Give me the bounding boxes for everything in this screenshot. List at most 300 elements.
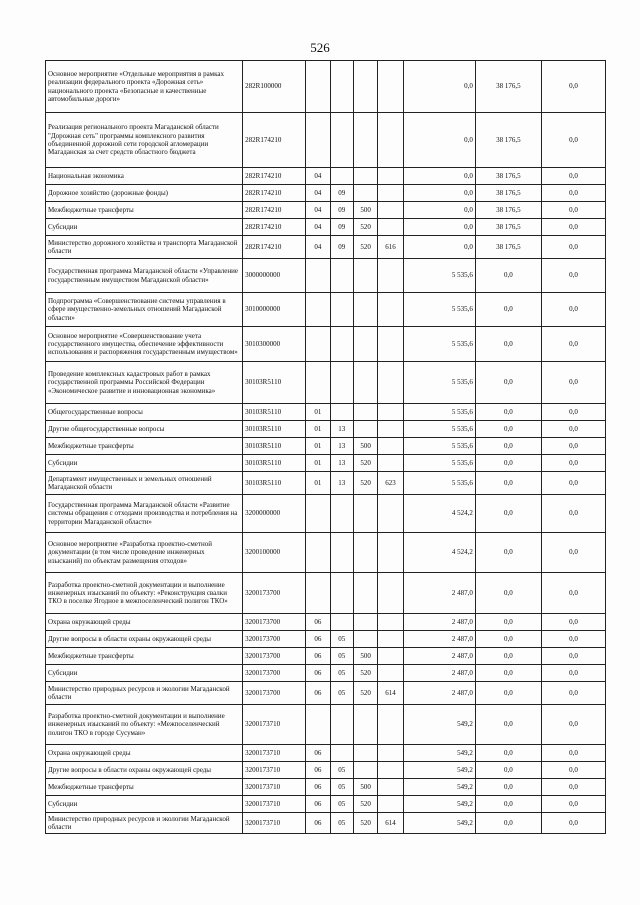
row-code-cell: 3200173700 <box>243 665 306 682</box>
table-row <box>46 421 606 438</box>
table-row <box>46 438 606 455</box>
row-name-cell: Охрана окружающей среды <box>46 614 243 631</box>
table-row <box>46 259 606 293</box>
row-value-3-cell: 0,0 <box>541 113 605 168</box>
row-code-cell: 282R174210 <box>243 236 306 259</box>
row-section-cell: 04 <box>306 202 330 219</box>
row-subsection-cell: 05 <box>330 779 353 796</box>
row-name-cell: Государственная программа Магаданской области «Управление государственным имуществом Магаданской области» <box>46 259 243 293</box>
row-code-cell: 282R174210 <box>243 168 306 185</box>
row-expense-type-cell <box>353 762 377 779</box>
row-value-3-cell: 0,0 <box>541 404 605 421</box>
row-subsection-cell <box>330 61 353 113</box>
row-value-2-cell: 0,0 <box>475 745 541 762</box>
row-subsection-cell <box>330 495 353 533</box>
row-administrator-cell <box>378 327 403 362</box>
row-name-cell: Основное мероприятие «Отдельные мероприятия в рамках реализации федерального проекта «Дорожная сеть» национального проекта «Безопасные и качественные автомобильные дороги» <box>46 61 243 113</box>
row-section-cell <box>306 362 330 404</box>
row-section-cell <box>306 327 330 362</box>
row-subsection-cell <box>330 293 353 327</box>
row-value-2-cell: 0,0 <box>475 472 541 495</box>
row-value-3-cell: 0,0 <box>541 813 605 834</box>
table-row <box>46 648 606 665</box>
row-subsection-cell <box>330 327 353 362</box>
table-row <box>46 705 606 745</box>
row-subsection-cell <box>330 745 353 762</box>
row-expense-type-cell <box>353 631 377 648</box>
row-value-2-cell: 38 176,5 <box>475 61 541 113</box>
row-code-cell: 30103R5110 <box>243 421 306 438</box>
row-value-3-cell: 0,0 <box>541 762 605 779</box>
row-value-1-cell: 0,0 <box>403 168 475 185</box>
row-section-cell <box>306 61 330 113</box>
row-value-3-cell: 0,0 <box>541 779 605 796</box>
row-administrator-cell <box>378 762 403 779</box>
row-value-3-cell: 0,0 <box>541 185 605 202</box>
row-value-2-cell: 0,0 <box>475 421 541 438</box>
row-expense-type-cell <box>353 614 377 631</box>
row-value-1-cell: 4 524,2 <box>403 495 475 533</box>
row-value-2-cell: 0,0 <box>475 495 541 533</box>
table-row <box>46 293 606 327</box>
row-subsection-cell <box>330 362 353 404</box>
row-administrator-cell <box>378 665 403 682</box>
row-value-1-cell: 5 535,6 <box>403 362 475 404</box>
row-value-2-cell: 0,0 <box>475 614 541 631</box>
row-administrator-cell <box>378 779 403 796</box>
row-subsection-cell <box>330 573 353 614</box>
budget-table-body <box>46 61 606 834</box>
row-code-cell: 3200173700 <box>243 682 306 705</box>
row-code-cell: 282R174210 <box>243 185 306 202</box>
row-expense-type-cell <box>353 113 377 168</box>
row-administrator-cell <box>378 796 403 813</box>
row-value-2-cell: 0,0 <box>475 796 541 813</box>
row-section-cell: 06 <box>306 682 330 705</box>
row-administrator-cell <box>378 61 403 113</box>
table-row <box>46 665 606 682</box>
row-code-cell: 3200173700 <box>243 648 306 665</box>
row-code-cell: 282R174210 <box>243 202 306 219</box>
row-name-cell: Межбюджетные трансферты <box>46 779 243 796</box>
table-row <box>46 236 606 259</box>
row-administrator-cell <box>378 455 403 472</box>
row-value-1-cell: 2 487,0 <box>403 573 475 614</box>
row-name-cell: Проведение комплексных кадастровых работ в рамках государственной программы Российской Федерации «Экономическое развитие и инновационная экономика» <box>46 362 243 404</box>
row-value-2-cell: 38 176,5 <box>475 113 541 168</box>
row-code-cell: 30103R5110 <box>243 404 306 421</box>
row-value-3-cell: 0,0 <box>541 293 605 327</box>
row-value-3-cell: 0,0 <box>541 682 605 705</box>
row-section-cell: 01 <box>306 404 330 421</box>
row-value-3-cell: 0,0 <box>541 219 605 236</box>
row-value-3-cell: 0,0 <box>541 168 605 185</box>
row-subsection-cell: 05 <box>330 813 353 834</box>
row-value-2-cell: 0,0 <box>475 327 541 362</box>
row-section-cell: 04 <box>306 236 330 259</box>
row-subsection-cell: 09 <box>330 202 353 219</box>
row-section-cell: 06 <box>306 631 330 648</box>
row-administrator-cell <box>378 705 403 745</box>
budget-table <box>45 60 606 834</box>
row-expense-type-cell <box>353 705 377 745</box>
row-value-1-cell: 5 535,6 <box>403 455 475 472</box>
row-name-cell: Другие вопросы в области охраны окружающей среды <box>46 631 243 648</box>
row-value-2-cell: 38 176,5 <box>475 202 541 219</box>
row-name-cell: Национальная экономика <box>46 168 243 185</box>
row-administrator-cell: 616 <box>378 236 403 259</box>
row-value-3-cell: 0,0 <box>541 472 605 495</box>
row-code-cell: 3200173700 <box>243 631 306 648</box>
row-value-3-cell: 0,0 <box>541 796 605 813</box>
table-row <box>46 614 606 631</box>
row-section-cell: 01 <box>306 455 330 472</box>
table-row <box>46 813 606 834</box>
row-administrator-cell <box>378 113 403 168</box>
row-code-cell: 3200173710 <box>243 745 306 762</box>
row-section-cell: 06 <box>306 665 330 682</box>
row-value-2-cell: 38 176,5 <box>475 168 541 185</box>
row-value-3-cell: 0,0 <box>541 362 605 404</box>
row-value-2-cell: 0,0 <box>475 631 541 648</box>
table-row <box>46 573 606 614</box>
row-administrator-cell <box>378 219 403 236</box>
row-value-1-cell: 0,0 <box>403 219 475 236</box>
row-code-cell: 3010000000 <box>243 293 306 327</box>
row-code-cell: 3200173710 <box>243 762 306 779</box>
row-name-cell: Основное мероприятие «Совершенствование учета государственного имущества, обеспечение эффективности использования и распоряжения государственным имуществом» <box>46 327 243 362</box>
row-expense-type-cell: 520 <box>353 665 377 682</box>
row-value-3-cell: 0,0 <box>541 631 605 648</box>
row-value-3-cell: 0,0 <box>541 495 605 533</box>
row-value-2-cell: 0,0 <box>475 682 541 705</box>
row-expense-type-cell: 500 <box>353 438 377 455</box>
row-value-2-cell: 0,0 <box>475 813 541 834</box>
row-expense-type-cell <box>353 185 377 202</box>
table-row <box>46 455 606 472</box>
row-value-1-cell: 0,0 <box>403 61 475 113</box>
row-subsection-cell <box>330 705 353 745</box>
row-name-cell: Межбюджетные трансферты <box>46 648 243 665</box>
row-expense-type-cell: 520 <box>353 796 377 813</box>
table-row <box>46 61 606 113</box>
row-name-cell: Общегосударственные вопросы <box>46 404 243 421</box>
row-subsection-cell: 05 <box>330 648 353 665</box>
row-value-2-cell: 0,0 <box>475 762 541 779</box>
row-name-cell: Реализация регионального проекта Магаданской области "Дорожная сеть" программы комплексного развития объединенной дорожной сети городской агломерации Магаданская за счет средств областного бюджета <box>46 113 243 168</box>
row-name-cell: Субсидии <box>46 665 243 682</box>
row-value-2-cell: 0,0 <box>475 293 541 327</box>
row-code-cell: 30103R5110 <box>243 455 306 472</box>
row-administrator-cell <box>378 202 403 219</box>
row-value-2-cell: 0,0 <box>475 438 541 455</box>
row-subsection-cell: 05 <box>330 796 353 813</box>
row-value-1-cell: 549,2 <box>403 813 475 834</box>
row-name-cell: Межбюджетные трансферты <box>46 202 243 219</box>
row-section-cell: 04 <box>306 185 330 202</box>
row-subsection-cell: 09 <box>330 236 353 259</box>
table-row <box>46 631 606 648</box>
row-administrator-cell: 614 <box>378 682 403 705</box>
row-code-cell: 282R174210 <box>243 219 306 236</box>
row-value-3-cell: 0,0 <box>541 665 605 682</box>
row-value-1-cell: 5 535,6 <box>403 327 475 362</box>
row-name-cell: Другие общегосударственные вопросы <box>46 421 243 438</box>
row-value-3-cell: 0,0 <box>541 421 605 438</box>
row-section-cell: 06 <box>306 614 330 631</box>
row-value-1-cell: 549,2 <box>403 705 475 745</box>
row-value-1-cell: 2 487,0 <box>403 682 475 705</box>
row-value-2-cell: 0,0 <box>475 533 541 573</box>
row-name-cell: Министерство дорожного хозяйства и транспорта Магаданской области <box>46 236 243 259</box>
row-code-cell: 3000000000 <box>243 259 306 293</box>
row-administrator-cell <box>378 614 403 631</box>
row-subsection-cell: 13 <box>330 455 353 472</box>
row-subsection-cell: 13 <box>330 438 353 455</box>
table-row <box>46 779 606 796</box>
row-expense-type-cell <box>353 168 377 185</box>
row-value-1-cell: 549,2 <box>403 762 475 779</box>
table-row <box>46 327 606 362</box>
row-code-cell: 3200100000 <box>243 533 306 573</box>
row-expense-type-cell: 500 <box>353 202 377 219</box>
row-expense-type-cell <box>353 259 377 293</box>
row-administrator-cell: 623 <box>378 472 403 495</box>
row-value-2-cell: 0,0 <box>475 259 541 293</box>
table-row <box>46 219 606 236</box>
row-administrator-cell <box>378 404 403 421</box>
row-name-cell: Основное мероприятие «Разработка проектно-сметной документации (в том числе проведение инженерных изысканий) по объектам размещения отходов» <box>46 533 243 573</box>
row-value-1-cell: 2 487,0 <box>403 631 475 648</box>
table-row <box>46 495 606 533</box>
row-subsection-cell: 13 <box>330 472 353 495</box>
table-row <box>46 472 606 495</box>
row-subsection-cell <box>330 614 353 631</box>
row-subsection-cell: 09 <box>330 185 353 202</box>
row-expense-type-cell: 520 <box>353 472 377 495</box>
row-value-2-cell: 0,0 <box>475 404 541 421</box>
row-section-cell: 06 <box>306 796 330 813</box>
row-section-cell <box>306 113 330 168</box>
row-value-3-cell: 0,0 <box>541 573 605 614</box>
row-value-2-cell: 0,0 <box>475 779 541 796</box>
row-name-cell: Субсидии <box>46 796 243 813</box>
row-section-cell <box>306 495 330 533</box>
row-name-cell: Министерство природных ресурсов и экологии Магаданской области <box>46 682 243 705</box>
row-code-cell: 3200173710 <box>243 796 306 813</box>
row-value-1-cell: 5 535,6 <box>403 293 475 327</box>
row-section-cell: 06 <box>306 648 330 665</box>
row-expense-type-cell <box>353 421 377 438</box>
row-expense-type-cell: 520 <box>353 236 377 259</box>
row-value-2-cell: 0,0 <box>475 362 541 404</box>
row-value-1-cell: 2 487,0 <box>403 648 475 665</box>
row-code-cell: 282R174210 <box>243 113 306 168</box>
row-value-1-cell: 5 535,6 <box>403 421 475 438</box>
row-administrator-cell <box>378 185 403 202</box>
row-expense-type-cell: 520 <box>353 682 377 705</box>
row-administrator-cell <box>378 362 403 404</box>
row-value-1-cell: 4 524,2 <box>403 533 475 573</box>
row-code-cell: 30103R5110 <box>243 362 306 404</box>
row-expense-type-cell <box>353 573 377 614</box>
table-row <box>46 796 606 813</box>
row-code-cell: 3200173710 <box>243 813 306 834</box>
row-code-cell: 282R100000 <box>243 61 306 113</box>
row-expense-type-cell: 500 <box>353 779 377 796</box>
row-administrator-cell: 614 <box>378 813 403 834</box>
row-expense-type-cell <box>353 533 377 573</box>
table-row <box>46 185 606 202</box>
row-subsection-cell: 05 <box>330 762 353 779</box>
row-expense-type-cell: 520 <box>353 813 377 834</box>
row-name-cell: Другие вопросы в области охраны окружающей среды <box>46 762 243 779</box>
row-expense-type-cell <box>353 495 377 533</box>
row-name-cell: Государственная программа Магаданской области «Развитие системы обращения с отходами производства и потребления на территории Магаданской области» <box>46 495 243 533</box>
row-name-cell: Подпрограмма «Совершенствование системы управления в сфере имущественно-земельных отношений Магаданской области» <box>46 293 243 327</box>
row-value-1-cell: 2 487,0 <box>403 665 475 682</box>
row-administrator-cell <box>378 631 403 648</box>
row-section-cell <box>306 573 330 614</box>
row-value-1-cell: 0,0 <box>403 113 475 168</box>
row-subsection-cell: 05 <box>330 665 353 682</box>
row-value-3-cell: 0,0 <box>541 614 605 631</box>
table-row <box>46 745 606 762</box>
row-value-3-cell: 0,0 <box>541 648 605 665</box>
row-value-3-cell: 0,0 <box>541 455 605 472</box>
row-value-1-cell: 549,2 <box>403 796 475 813</box>
row-value-2-cell: 0,0 <box>475 705 541 745</box>
row-administrator-cell <box>378 259 403 293</box>
row-value-3-cell: 0,0 <box>541 705 605 745</box>
row-expense-type-cell <box>353 362 377 404</box>
row-value-1-cell: 549,2 <box>403 745 475 762</box>
row-section-cell: 04 <box>306 219 330 236</box>
row-value-1-cell: 0,0 <box>403 236 475 259</box>
row-name-cell: Департамент имущественных и земельных отношений Магаданской области <box>46 472 243 495</box>
row-name-cell: Субсидии <box>46 219 243 236</box>
row-expense-type-cell <box>353 745 377 762</box>
row-value-1-cell: 5 535,6 <box>403 259 475 293</box>
row-name-cell: Разработка проектно-сметной документации и выполнение инженерных изысканий по объекту: «Реконструкция свалки ТКО в поселке Ягодное в межпоселенческий полигон ТКО» <box>46 573 243 614</box>
row-section-cell: 06 <box>306 779 330 796</box>
row-code-cell: 3200173710 <box>243 779 306 796</box>
row-subsection-cell: 05 <box>330 631 353 648</box>
row-name-cell: Охрана окружающей среды <box>46 745 243 762</box>
row-administrator-cell <box>378 533 403 573</box>
row-section-cell: 01 <box>306 421 330 438</box>
row-administrator-cell <box>378 573 403 614</box>
table-row <box>46 682 606 705</box>
row-name-cell: Субсидии <box>46 455 243 472</box>
row-section-cell: 01 <box>306 438 330 455</box>
row-section-cell <box>306 533 330 573</box>
row-code-cell: 3200173700 <box>243 614 306 631</box>
table-row <box>46 762 606 779</box>
row-value-1-cell: 0,0 <box>403 202 475 219</box>
row-code-cell: 3200173710 <box>243 705 306 745</box>
row-code-cell: 3200000000 <box>243 495 306 533</box>
table-row <box>46 202 606 219</box>
row-subsection-cell <box>330 404 353 421</box>
row-code-cell: 3200173700 <box>243 573 306 614</box>
row-code-cell: 30103R5110 <box>243 438 306 455</box>
row-subsection-cell <box>330 113 353 168</box>
row-value-1-cell: 0,0 <box>403 185 475 202</box>
row-section-cell <box>306 293 330 327</box>
row-value-2-cell: 38 176,5 <box>475 185 541 202</box>
row-section-cell: 06 <box>306 813 330 834</box>
row-administrator-cell <box>378 438 403 455</box>
row-expense-type-cell <box>353 293 377 327</box>
row-value-2-cell: 0,0 <box>475 455 541 472</box>
table-row <box>46 404 606 421</box>
row-expense-type-cell: 520 <box>353 219 377 236</box>
row-value-3-cell: 0,0 <box>541 236 605 259</box>
row-administrator-cell <box>378 421 403 438</box>
row-section-cell: 01 <box>306 472 330 495</box>
row-code-cell: 30103R5110 <box>243 472 306 495</box>
row-value-1-cell: 549,2 <box>403 779 475 796</box>
row-subsection-cell <box>330 259 353 293</box>
row-code-cell: 3010300000 <box>243 327 306 362</box>
row-section-cell: 06 <box>306 745 330 762</box>
row-section-cell <box>306 259 330 293</box>
row-name-cell: Министерство природных ресурсов и экологии Магаданской области <box>46 813 243 834</box>
row-value-2-cell: 0,0 <box>475 573 541 614</box>
row-subsection-cell: 09 <box>330 219 353 236</box>
row-value-3-cell: 0,0 <box>541 327 605 362</box>
row-administrator-cell <box>378 293 403 327</box>
table-row <box>46 168 606 185</box>
row-expense-type-cell <box>353 61 377 113</box>
row-section-cell: 06 <box>306 762 330 779</box>
row-value-3-cell: 0,0 <box>541 745 605 762</box>
row-name-cell: Разработка проектно-сметной документации и выполнение инженерных изысканий по объекту: «Межпоселенческий полигон ТКО в городе Сусуман» <box>46 705 243 745</box>
row-expense-type-cell <box>353 404 377 421</box>
row-administrator-cell <box>378 648 403 665</box>
row-section-cell <box>306 705 330 745</box>
row-value-1-cell: 2 487,0 <box>403 614 475 631</box>
row-value-1-cell: 5 535,6 <box>403 404 475 421</box>
row-expense-type-cell: 520 <box>353 455 377 472</box>
row-name-cell: Дорожное хозяйство (дорожные фонды) <box>46 185 243 202</box>
row-administrator-cell <box>378 745 403 762</box>
row-value-3-cell: 0,0 <box>541 61 605 113</box>
row-administrator-cell <box>378 168 403 185</box>
row-expense-type-cell <box>353 327 377 362</box>
row-value-3-cell: 0,0 <box>541 202 605 219</box>
table-row <box>46 362 606 404</box>
row-value-2-cell: 0,0 <box>475 665 541 682</box>
table-row <box>46 533 606 573</box>
row-subsection-cell <box>330 168 353 185</box>
row-administrator-cell <box>378 495 403 533</box>
row-subsection-cell: 05 <box>330 682 353 705</box>
row-value-2-cell: 38 176,5 <box>475 236 541 259</box>
row-section-cell: 04 <box>306 168 330 185</box>
row-value-2-cell: 0,0 <box>475 648 541 665</box>
row-name-cell: Межбюджетные трансферты <box>46 438 243 455</box>
row-value-3-cell: 0,0 <box>541 533 605 573</box>
row-expense-type-cell: 500 <box>353 648 377 665</box>
row-value-3-cell: 0,0 <box>541 438 605 455</box>
row-value-3-cell: 0,0 <box>541 259 605 293</box>
row-subsection-cell: 13 <box>330 421 353 438</box>
row-value-2-cell: 38 176,5 <box>475 219 541 236</box>
row-value-1-cell: 5 535,6 <box>403 438 475 455</box>
row-value-1-cell: 5 535,6 <box>403 472 475 495</box>
